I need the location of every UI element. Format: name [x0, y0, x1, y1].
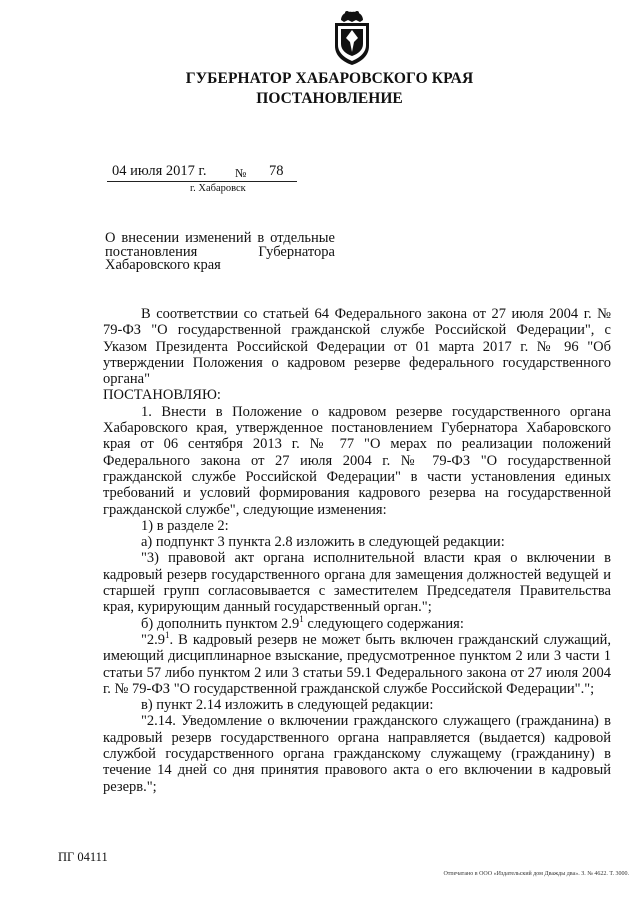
item-1-paragraph: 1. Внести в Положение о кадровом резерве государственного органа Хабаровского края, утвержденное постановлением Губернатора Хабаровского края от 06 сентября 2013 г. № 77 "О мерах по реализации положений Федерального закона от 27 июля 2004 г. № 79-ФЗ "О государственной гражданской службе Российской Федерации" в части установления единых требований и условий формирования кадрового резерва на государственной гражданской службе", следующие изменения:	[103, 403, 611, 518]
organization-title: ГУБЕРНАТОР ХАБАРОВСКОГО КРАЯ	[185, 70, 474, 87]
subitem-1a-paragraph: а) подпункт 3 пункта 2.8 изложить в следующей редакции:	[141, 534, 505, 551]
document-body	[103, 306, 611, 795]
form-code: ПГ 04111	[58, 850, 108, 864]
quote-2-superscript: 1	[165, 630, 170, 641]
subitem-1-paragraph: 1) в разделе 2:	[141, 517, 229, 534]
document-type: ПОСТАНОВЛЕНИЕ	[256, 90, 403, 107]
preamble-paragraph: В соответствии со статьей 64 Федерального закона от 27 июля 2004 г. № 79-ФЗ "О государственной гражданской службе Российской Федерации", с Указом Президента Российской Федерации от 01 марта 2017 г. № 96 "Об утверждении Положения о кадровом резерве федерального государственного органа"	[103, 306, 611, 388]
document-number: 78	[269, 163, 284, 179]
subitem-1b-text: б) дополнить пунктом 2.9	[141, 615, 300, 632]
quote-2-text: "2.9	[141, 631, 166, 648]
document-city: г. Хабаровск	[190, 183, 246, 194]
printer-imprint: Отпечатано в ООО «Издательский дом Дважды два». З. № 4622. Т. 3000.	[443, 871, 629, 877]
document-date: 04 июля 2017 г.	[112, 163, 207, 179]
subitem-1c-paragraph: в) пункт 2.14 изложить в следующей редакции:	[141, 697, 434, 714]
quote-3-paragraph: "2.14. Уведомление о включении гражданского служащего (гражданина) в кадровый резерв государственного органа направляется (выдается) кадровой службой государственного органа гражданскому служащему (гражданину) в течение 14 дней со дня принятия правового акта о его включении в кадровый резерв.";	[103, 713, 611, 795]
khabarovsk-coat-of-arms-icon	[327, 8, 377, 66]
subitem-1b-text-end: следующего содержания:	[303, 615, 464, 632]
number-sign: №	[235, 166, 247, 180]
quote-1-paragraph: "3) правовой акт органа исполнительной власти края о включении в кадровый резерв государственного органа для замещения должностей ведущей и старшей групп согласовывается с заместителем Председателя Правительства края, курирующим данный государственный орган.";	[103, 550, 611, 616]
subitem-1b-paragraph	[103, 613, 611, 632]
document-subject: О внесении изменений в отдельные постановления Губернатора Хабаровского края	[105, 230, 335, 273]
quote-2-paragraph	[103, 632, 611, 697]
quote-2-text-end: . В кадровый резерв не может быть включен гражданский служащий, имеющий дисциплинарное взыскание, предусмотренное пунктом 2 или 3 части 1 статьи 57 либо пунктом 2 или 3 статьи 59.1 Федерального закона от 27 июля 2004 г. № 79-ФЗ "О государственной гражданской службе Российской Федерации".";	[103, 631, 611, 697]
date-number-line	[107, 163, 297, 182]
subitem-1b-superscript: 1	[299, 613, 304, 624]
resolve-heading: ПОСТАНОВЛЯЮ:	[103, 387, 221, 404]
